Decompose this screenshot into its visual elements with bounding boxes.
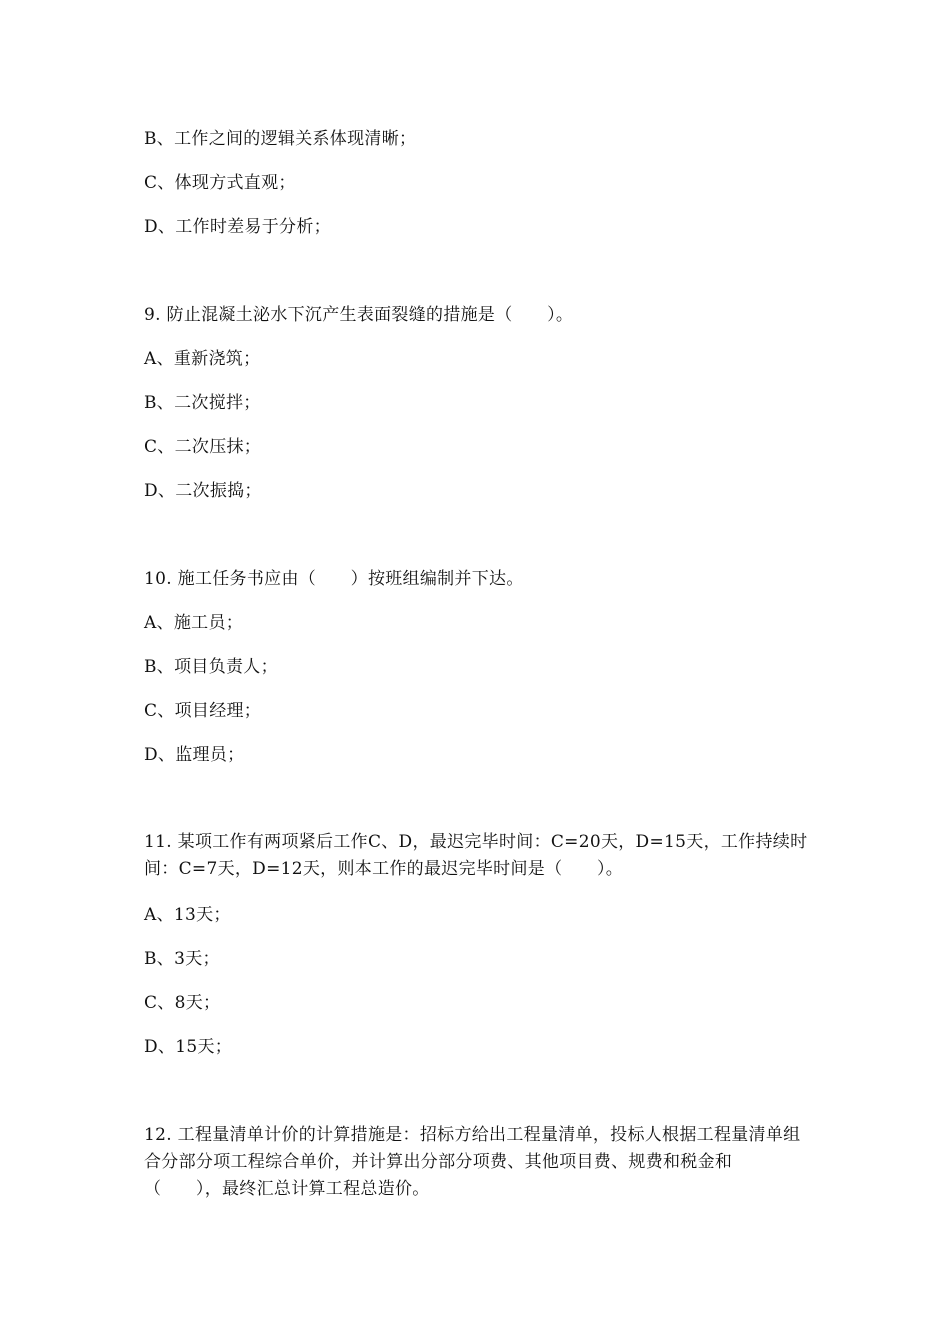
q9-option-c: C、二次压抹； bbox=[144, 437, 262, 457]
q10-option-a: A、施工员； bbox=[144, 613, 244, 633]
q10-option-b: B、项目负责人； bbox=[144, 657, 278, 677]
q9-option-b: B、二次搅拌； bbox=[144, 393, 261, 413]
q10-option-c: C、项目经理； bbox=[144, 701, 262, 721]
q10-option-d: D、监理员； bbox=[144, 745, 245, 765]
q9-option-d: D、二次振捣； bbox=[144, 481, 262, 501]
q10-stem: 10. 施工任务书应由（ ）按班组编制并下达。 bbox=[144, 569, 524, 589]
q11-option-d: D、15天； bbox=[144, 1037, 233, 1057]
q11-stem: 11. 某项工作有两项紧后工作C、D，最迟完毕时间：C=20天，D=15天，工作持续时间：C=7天，D=12天，则本工作的最迟完毕时间是（ ）。 bbox=[144, 832, 808, 879]
q9-stem: 9. 防止混凝土泌水下沉产生表面裂缝的措施是（ ）。 bbox=[144, 305, 574, 325]
q11-option-a: A、13天； bbox=[144, 905, 231, 925]
q8-option-d: D、工作时差易于分析； bbox=[144, 217, 331, 237]
q9-option-a: A、重新浇筑； bbox=[144, 349, 261, 369]
q12-stem: 12. 工程量清单计价的计算措施是：招标方给出工程量清单，投标人根据工程量清单组合分部分项工程综合单价，并计算出分部分项费、其他项目费、规费和税金和（ ），最终汇总计算工程总造价。 bbox=[144, 1125, 801, 1199]
q11-option-b: B、3天； bbox=[144, 949, 220, 969]
q8-option-c: C、体现方式直观； bbox=[144, 173, 296, 193]
q8-option-b: B、工作之间的逻辑关系体现清晰； bbox=[144, 129, 417, 149]
q11-option-c: C、8天； bbox=[144, 993, 221, 1013]
